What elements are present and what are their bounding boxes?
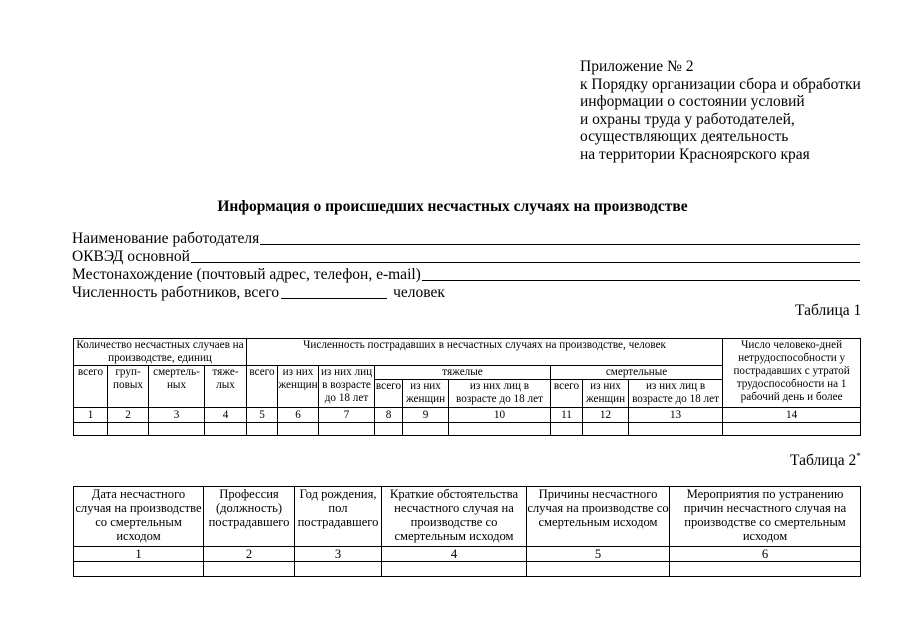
header-circumstances: Краткие обстоятельства несчастного случая на производстве со смертельным исходом — [382, 487, 527, 547]
header-victims-count: Численность пострадавших в несчастных случаях на производстве, человек — [247, 339, 723, 366]
employer-field — [72, 230, 860, 248]
empty-cell[interactable] — [551, 423, 583, 436]
footnote-mark: * — [856, 451, 861, 461]
header-severe-women: из них женщин — [403, 380, 449, 408]
header-fatal-cases: смертель-ных — [149, 366, 205, 408]
column-number: 1 — [74, 547, 204, 562]
header-measures: Мероприятия по устранению причин несчастного случая на производстве со смертельным исходом — [670, 487, 861, 547]
fatal-accidents-table — [73, 486, 861, 577]
empty-cell[interactable] — [382, 562, 527, 577]
column-number: 12 — [583, 408, 629, 423]
appendix-line: и охраны труда у работодателей, — [580, 110, 795, 128]
column-number: 7 — [319, 408, 375, 423]
okved-label: ОКВЭД основной — [72, 248, 190, 265]
employer-label: Наименование работодателя — [72, 230, 260, 247]
empty-cell[interactable] — [527, 562, 670, 577]
table-row — [74, 423, 861, 436]
header-severe-total: всего — [375, 380, 403, 408]
table2-label — [790, 451, 861, 470]
column-number: 3 — [295, 547, 382, 562]
column-number: 5 — [527, 547, 670, 562]
document-title: Информация о происшедших несчастных случаях на производстве — [217, 198, 688, 215]
location-field — [72, 266, 860, 284]
header-causes: Причины несчастного случая на производстве со смертельным исходом — [527, 487, 670, 547]
empty-cell[interactable] — [449, 423, 551, 436]
column-number: 2 — [204, 547, 295, 562]
header-total: всего — [74, 366, 108, 408]
empty-cell[interactable] — [670, 562, 861, 577]
header-disability-days: Число человеко-дней нетрудоспособности у пострадавших с утратой трудоспособности на 1 рабочий день и более — [723, 339, 861, 408]
empty-cell[interactable] — [629, 423, 723, 436]
column-number: 4 — [205, 408, 247, 423]
header-victims-women: из них женщин — [278, 366, 319, 408]
header-birth-year-sex: Год рождения, пол пострадавшего — [295, 487, 382, 547]
accidents-table — [73, 338, 861, 436]
empty-cell[interactable] — [205, 423, 247, 436]
appendix-line: на территории Красноярского края — [580, 145, 810, 163]
column-number: 14 — [723, 408, 861, 423]
header-fatal-total: всего — [551, 380, 583, 408]
table1-label: Таблица 1 — [795, 302, 862, 319]
staff-input-line[interactable] — [281, 297, 387, 299]
empty-cell[interactable] — [723, 423, 861, 436]
column-number: 11 — [551, 408, 583, 423]
location-label: Местонахождение (почтовый адрес, телефон, e-mail) — [72, 266, 421, 283]
empty-cell[interactable] — [278, 423, 319, 436]
column-number: 8 — [375, 408, 403, 423]
table-row — [74, 562, 861, 577]
header-profession: Профессия (должность) пострадавшего — [204, 487, 295, 547]
header-accident-date: Дата несчастного случая на производстве со смертельным исходом — [74, 487, 204, 547]
empty-cell[interactable] — [204, 562, 295, 577]
empty-cell[interactable] — [74, 423, 108, 436]
column-number: 3 — [149, 408, 205, 423]
okved-field — [72, 248, 860, 266]
empty-cell[interactable] — [403, 423, 449, 436]
column-number: 6 — [670, 547, 861, 562]
appendix-line: к Порядку организации сбора и обработки — [580, 75, 861, 93]
employer-input-line[interactable] — [260, 244, 860, 245]
header-victims-total: всего — [247, 366, 278, 408]
header-fatal: смертельные — [551, 366, 723, 380]
location-input-line[interactable] — [422, 280, 860, 281]
empty-cell[interactable] — [375, 423, 403, 436]
empty-cell[interactable] — [295, 562, 382, 577]
staff-field — [72, 284, 860, 302]
column-number: 13 — [629, 408, 723, 423]
empty-cell[interactable] — [108, 423, 149, 436]
column-number: 5 — [247, 408, 278, 423]
appendix-block — [580, 58, 861, 164]
column-number: 9 — [403, 408, 449, 423]
empty-cell[interactable] — [319, 423, 375, 436]
header-severe: тяжелые — [375, 366, 551, 380]
appendix-line: Приложение № 2 — [580, 58, 694, 75]
header-group: груп-повых — [108, 366, 149, 408]
header-severe-cases: тяже-лых — [205, 366, 247, 408]
form-fields — [72, 230, 860, 302]
header-fatal-minors: из них лиц в возрасте до 18 лет — [629, 380, 723, 408]
column-number: 4 — [382, 547, 527, 562]
empty-cell[interactable] — [583, 423, 629, 436]
header-fatal-women: из них женщин — [583, 380, 629, 408]
empty-cell[interactable] — [247, 423, 278, 436]
empty-cell[interactable] — [149, 423, 205, 436]
header-victims-minors: из них лиц в возрасте до 18 лет — [319, 366, 375, 408]
staff-label: Численность работников, всего — [72, 284, 280, 301]
table2-label-text: Таблица 2 — [790, 452, 857, 470]
column-number: 2 — [108, 408, 149, 423]
column-number: 6 — [278, 408, 319, 423]
appendix-line: информации о состоянии условий — [580, 93, 805, 111]
header-accident-count: Количество несчастных случаев на производстве, единиц — [74, 339, 247, 366]
appendix-line: осуществляющих деятельность — [580, 128, 789, 146]
column-number: 1 — [74, 408, 108, 423]
empty-cell[interactable] — [74, 562, 204, 577]
header-severe-minors: из них лиц в возрасте до 18 лет — [449, 380, 551, 408]
okved-input-line[interactable] — [191, 262, 860, 263]
column-number: 10 — [449, 408, 551, 423]
staff-unit: человек — [393, 284, 445, 301]
